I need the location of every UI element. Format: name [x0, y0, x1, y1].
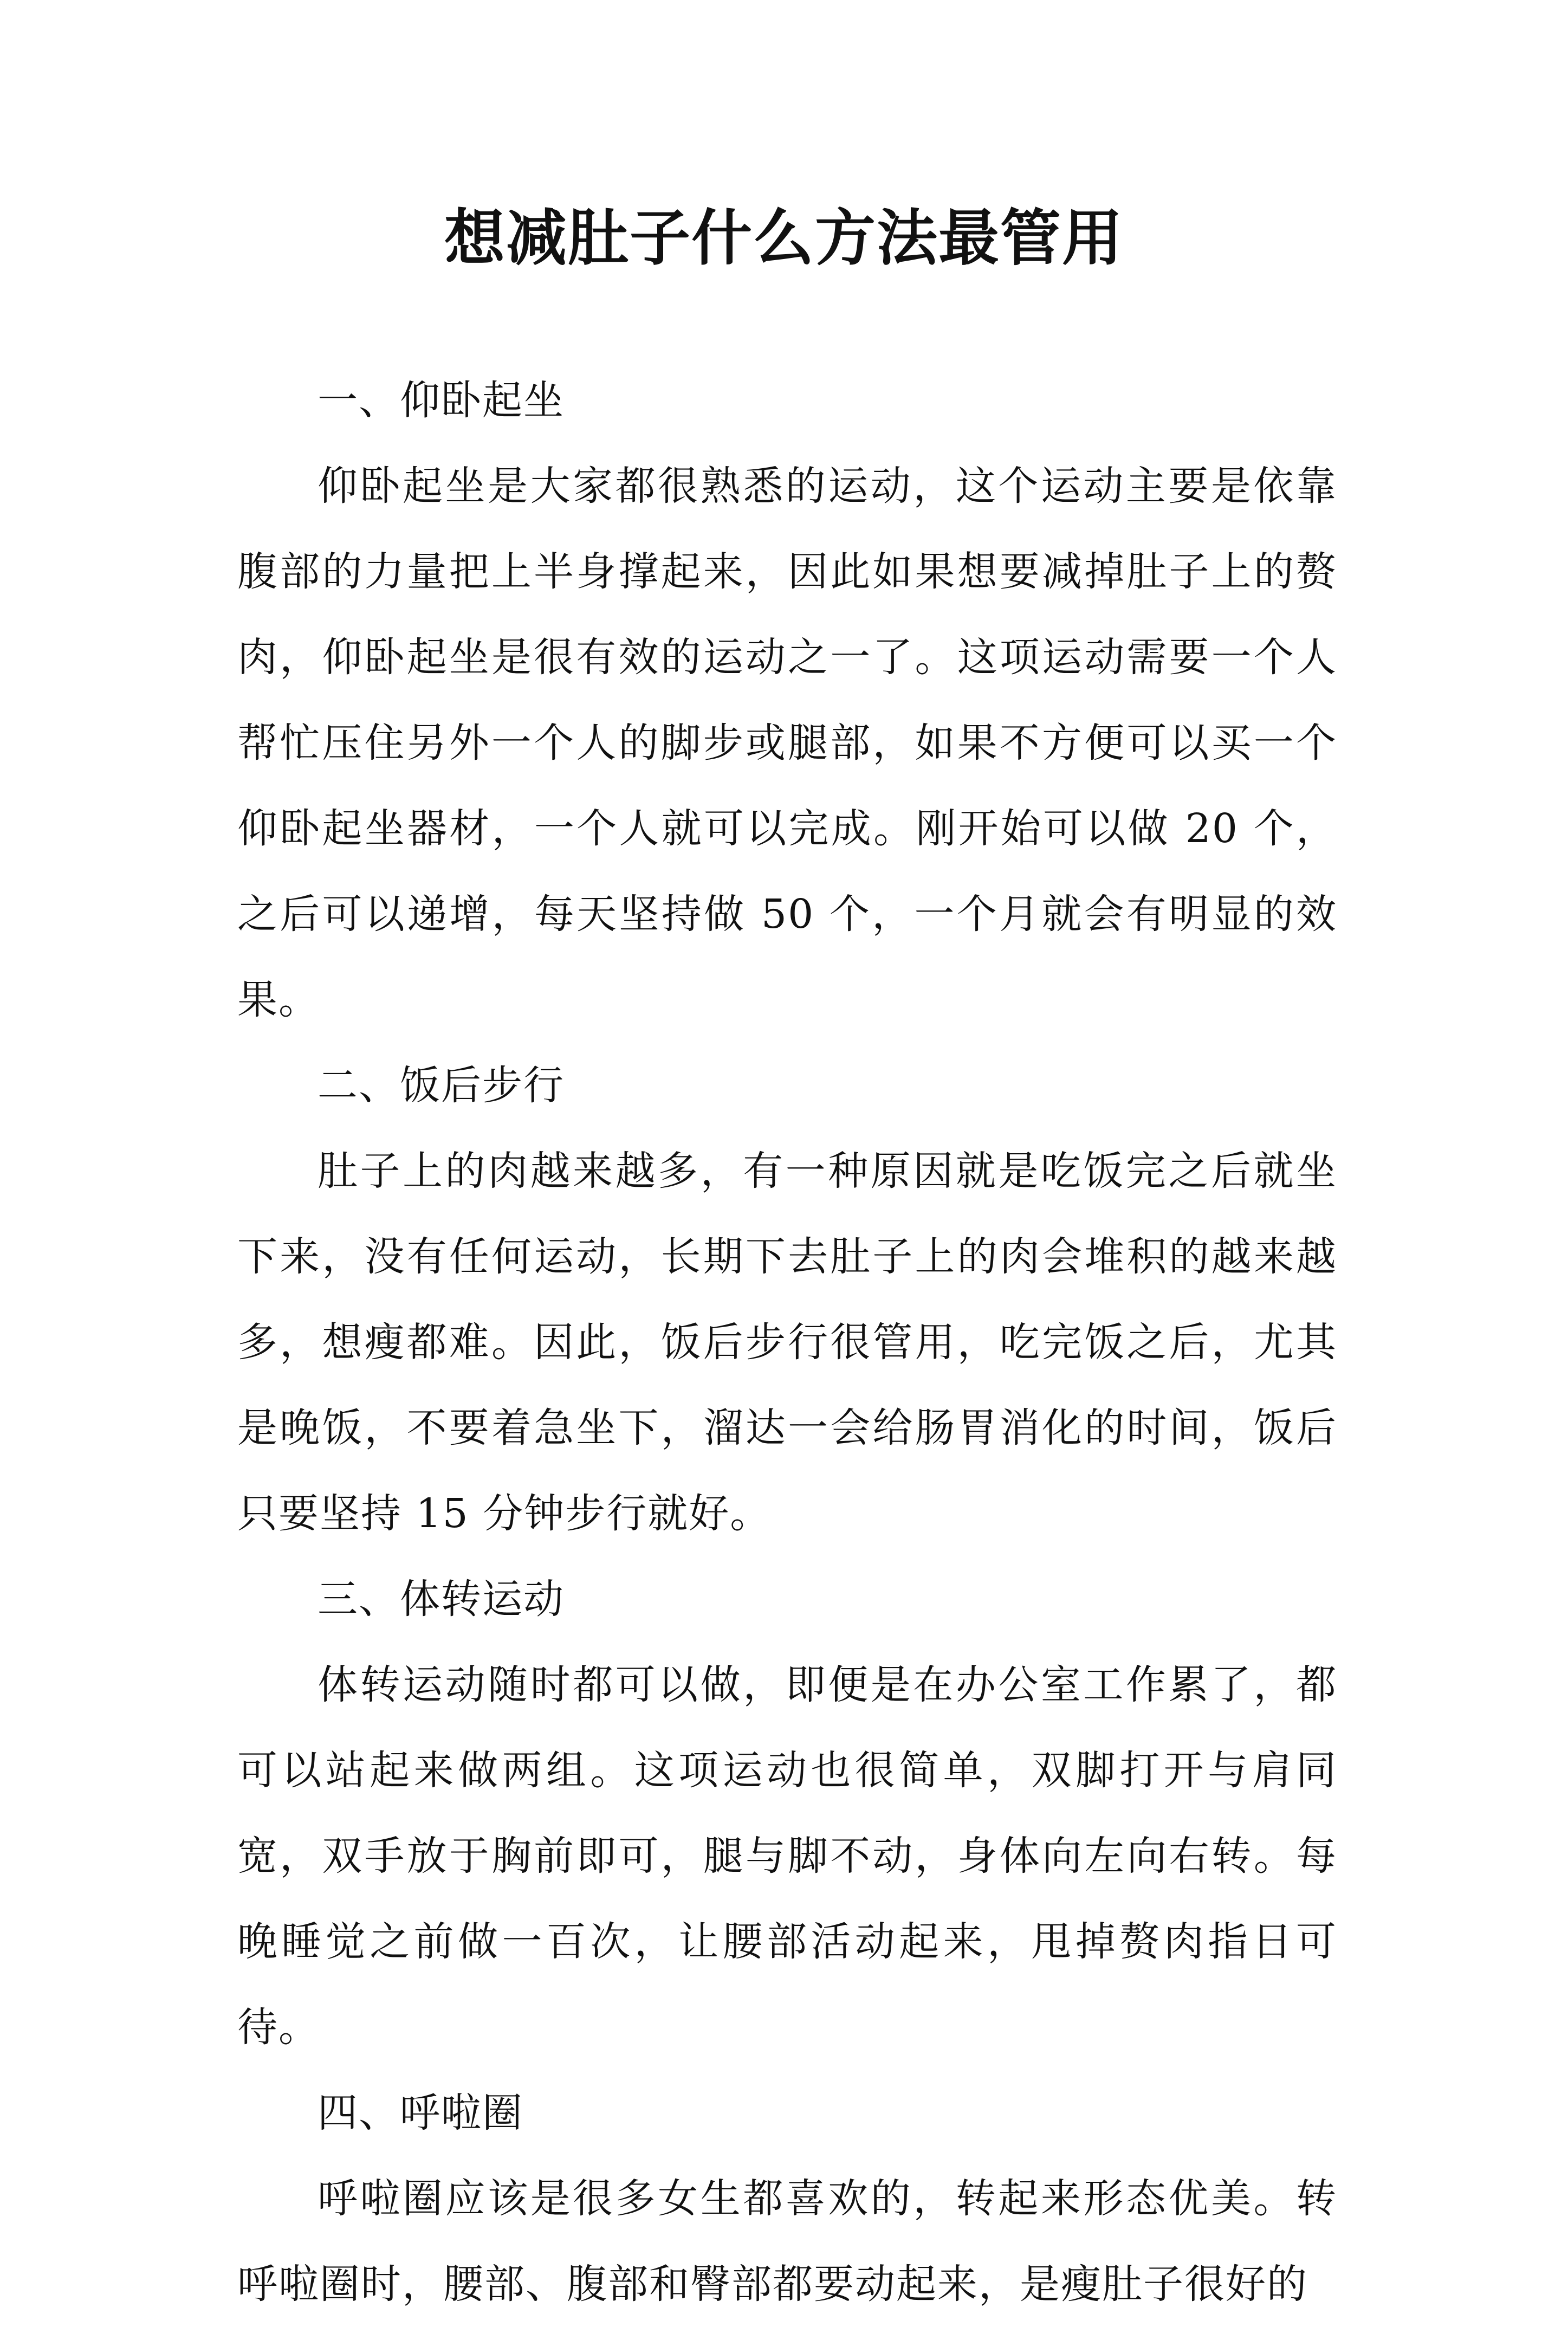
section-body-situps: 仰卧起坐是大家都很熟悉的运动，这个运动主要是依靠腹部的力量把上半身撑起来，因此如果想要减掉肚子上的赘肉，仰卧起坐是很有效的运动之一了。这项运动需要一个人帮忙压住另外一个人的脚步或腿部，如果不方便可以买一个仰卧起坐器材，一个人就可以完成。刚开始可以做 20 个，之后可以递增，每天坚持做 50 个，一个月就会有明显的效果。 [237, 463, 1337, 1023]
section-heading-body-twist: 三、体转运动 [318, 1576, 565, 1623]
section-body-walking: 肚子上的肉越来越多，有一种原因就是吃饭完之后就坐下来，没有任何运动，长期下去肚子上的肉会堆积的越来越多，想瘦都难。因此，饭后步行很管用，吃完饭之后，尤其是晚饭，不要着急坐下，溜达一会给肠胃消化的时间，饭后只要坚持 15 分钟步行就好。 [237, 1148, 1337, 1537]
section-heading-situps: 一、仰卧起坐 [318, 377, 565, 424]
document-title: 想减肚子什么方法最管用 [444, 203, 1124, 274]
section-heading-walking: 二、饭后步行 [318, 1062, 565, 1109]
section-body-body-twist: 体转运动随时都可以做，即便是在办公室工作累了，都可以站起来做两组。这项运动也很简单，双脚打开与肩同宽，双手放于胸前即可，腿与脚不动，身体向左向右转。每晚睡觉之前做一百次，让腰部活动起来，甩掉赘肉指日可待。 [237, 1662, 1337, 2051]
section-heading-hula-hoop: 四、呼啦圈 [318, 2090, 523, 2136]
document-body [237, 358, 1337, 2327]
section-body-hula-hoop: 呼啦圈应该是很多女生都喜欢的，转起来形态优美。转呼啦圈时，腰部、腹部和臀部都要动起来，是瘦肚子很好的 [237, 2175, 1337, 2307]
